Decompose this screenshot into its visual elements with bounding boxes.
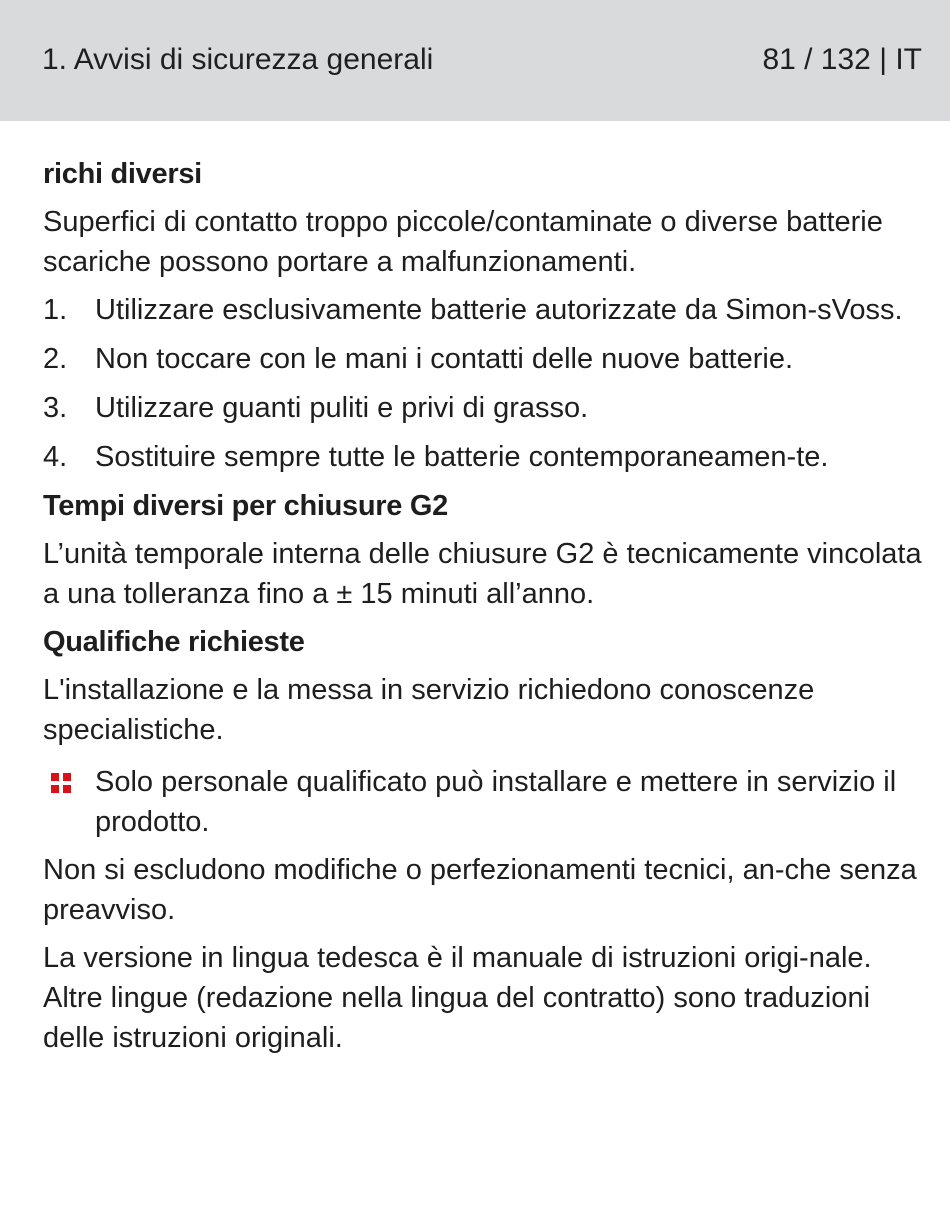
paragraph-time-tolerance: L’unità temporale interna delle chiusure G2 è tecnicamente vincolata a una tolleranza fino a ± 15 minuti all’anno. [43,538,922,610]
battery-instructions-list [43,290,923,477]
page-header [0,0,950,121]
list-item [43,339,923,379]
page-content [43,154,923,1066]
list-item [43,290,923,330]
list-text: Utilizzare guanti puliti e privi di grasso. [95,392,589,424]
list-text: Utilizzare esclusivamente batterie autorizzate da Simon-sVoss. [95,294,903,326]
heading-qualifiche: Qualifiche richieste [43,626,305,658]
paragraph-language-version: La versione in lingua tedesca è il manuale di istruzioni origi-nale. Altre lingue (redazione nella lingua del contratto) sono traduzioni delle istruzioni originali. [43,942,872,1054]
bullet-text: Solo personale qualificato può installare e mettere in servizio il prodotto. [95,766,897,838]
page-number: 81 / 132 | IT [762,43,922,76]
section-title: 1. Avvisi di sicurezza generali [42,43,434,76]
list-text: Sostituire sempre tutte le batterie contemporaneamen-te. [95,441,829,473]
paragraph-contact-surfaces: Superfici di contatto troppo piccole/contaminate o diverse batterie scariche possono portare a malfunzionamenti. [43,206,883,278]
qualified-personnel-bullet [43,762,923,842]
list-item [43,437,923,477]
paragraph-modifications: Non si escludono modifiche o perfezionamenti tecnici, an-che senza preavviso. [43,854,917,926]
paragraph-specialist-knowledge: L'installazione e la messa in servizio richiedono conoscenze specialistiche. [43,674,815,746]
list-number: 4. [43,441,68,473]
heading-richi-diversi: richi diversi [43,158,202,190]
list-number: 3. [43,392,68,424]
list-text: Non toccare con le mani i contatti delle nuove batterie. [95,343,794,375]
red-square-grid-icon [50,772,72,794]
list-item [43,388,923,428]
list-number: 1. [43,294,68,326]
list-number: 2. [43,343,68,375]
heading-tempi-g2: Tempi diversi per chiusure G2 [43,490,448,522]
